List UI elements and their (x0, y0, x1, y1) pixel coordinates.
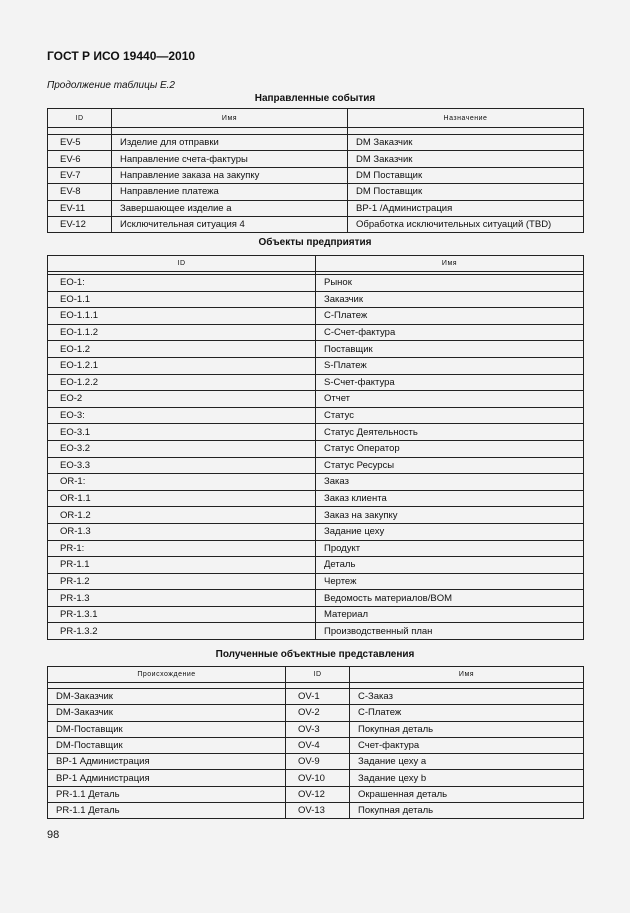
table-row (48, 573, 584, 590)
column-header: Имя (350, 667, 584, 683)
table-cell: EO-1.2.1 (48, 357, 316, 374)
table-row (48, 803, 584, 819)
table-cell: Поставщик (316, 341, 584, 358)
table-row (48, 135, 584, 151)
table-cell: Обработка исключительных ситуаций (TBD) (348, 216, 584, 232)
table-cell: PR-1.3.2 (48, 623, 316, 640)
table-cell: Продукт (316, 540, 584, 557)
table-cell: EO-1: (48, 275, 316, 292)
table-cell: PR-1.1 Деталь (48, 803, 286, 819)
object-views-table (47, 666, 584, 819)
table-row (48, 557, 584, 574)
table-cell: Исключительная ситуация 4 (112, 216, 348, 232)
table-cell: Задание цеху a (350, 754, 584, 770)
table-cell: Деталь (316, 557, 584, 574)
table-row (48, 357, 584, 374)
table-cell: DM Поставщик (348, 184, 584, 200)
table-row (48, 474, 584, 491)
table-cell: DM-Поставщик (48, 721, 286, 737)
table-row (48, 324, 584, 341)
table-cell: EO-3: (48, 407, 316, 424)
table-cell: Направление платежа (112, 184, 348, 200)
table-cell: DM Заказчик (348, 135, 584, 151)
table-cell: Статус Деятельность (316, 424, 584, 441)
table-cell: OV-4 (286, 737, 350, 753)
table-cell: Чертеж (316, 573, 584, 590)
table-cell: PR-1: (48, 540, 316, 557)
table-cell: EO-2 (48, 391, 316, 408)
table-cell: Отчет (316, 391, 584, 408)
table-row (48, 590, 584, 607)
table-cell: С-Счет-фактура (316, 324, 584, 341)
table-continuation-label: Продолжение таблицы Е.2 (47, 80, 175, 91)
table-header-row (48, 109, 584, 128)
table-cell: PR-1.3 (48, 590, 316, 607)
table-row (48, 374, 584, 391)
table-cell: OV-9 (286, 754, 350, 770)
table-cell: EO-3.3 (48, 457, 316, 474)
document-header: ГОСТ Р ИСО 19440—2010 (47, 49, 196, 63)
table-cell: Заказ на закупку (316, 507, 584, 524)
table-row (48, 721, 584, 737)
table-row (48, 770, 584, 786)
directed-events-title: Направленные события (254, 93, 376, 104)
table-row (48, 523, 584, 540)
table-cell: Заказ (316, 474, 584, 491)
column-header: ID (48, 109, 112, 128)
table-cell: OR-1.1 (48, 490, 316, 507)
table-cell: Задание цеху b (350, 770, 584, 786)
table-row (48, 490, 584, 507)
table-cell: PR-1.1 Деталь (48, 786, 286, 802)
table-cell: Направление заказа на закупку (112, 167, 348, 183)
table-cell: OV-13 (286, 803, 350, 819)
table-row (48, 184, 584, 200)
table-cell: Изделие для отправки (112, 135, 348, 151)
table-cell: Ведомость материалов/BOM (316, 590, 584, 607)
table-cell: BP-1 Администрация (48, 770, 286, 786)
table-row (48, 391, 584, 408)
table-cell: EO-1.1 (48, 291, 316, 308)
table-header-row (48, 256, 584, 272)
table-cell: Счет-фактура (350, 737, 584, 753)
table-row (48, 167, 584, 183)
table-cell: Окрашенная деталь (350, 786, 584, 802)
table-cell: PR-1.2 (48, 573, 316, 590)
table-cell: PR-1.3.1 (48, 606, 316, 623)
table-row (48, 275, 584, 292)
table-row (48, 689, 584, 705)
table-cell: BP-1 Администрация (48, 754, 286, 770)
table-cell: OV-1 (286, 689, 350, 705)
table-row (48, 216, 584, 232)
table-cell: Заказ клиента (316, 490, 584, 507)
table-cell: OR-1: (48, 474, 316, 491)
table-cell: Статус Ресурсы (316, 457, 584, 474)
table-row (48, 151, 584, 167)
table-row (48, 424, 584, 441)
table-cell: DM-Поставщик (48, 737, 286, 753)
table-row (48, 457, 584, 474)
table-cell: DM Поставщик (348, 167, 584, 183)
table-row (48, 540, 584, 557)
table-row (48, 623, 584, 640)
table-row (48, 440, 584, 457)
table-row (48, 200, 584, 216)
table-cell: Направление счета-фактуры (112, 151, 348, 167)
table-cell: PR-1.1 (48, 557, 316, 574)
column-header: Назначение (348, 109, 584, 128)
table-cell: OV-2 (286, 705, 350, 721)
table-cell: EV-8 (48, 184, 112, 200)
table-cell: EV-12 (48, 216, 112, 232)
table-cell: EO-1.2 (48, 341, 316, 358)
table-cell: С-Заказ (350, 689, 584, 705)
column-header: Происхождение (48, 667, 286, 683)
table-cell: OV-12 (286, 786, 350, 802)
table-cell: EO-1.1.1 (48, 308, 316, 325)
enterprise-objects-title: Объекты предприятия (258, 237, 372, 248)
table-cell: С-Платеж (350, 705, 584, 721)
table-row (48, 341, 584, 358)
table-cell: OV-3 (286, 721, 350, 737)
table-cell: Завершающее изделие a (112, 200, 348, 216)
table-cell: С-Платеж (316, 308, 584, 325)
table-cell: DM-Заказчик (48, 689, 286, 705)
table-cell: BP-1 /Администрация (348, 200, 584, 216)
table-cell: Покупная деталь (350, 803, 584, 819)
table-row (48, 705, 584, 721)
table-cell: EV-5 (48, 135, 112, 151)
table-cell: Статус (316, 407, 584, 424)
table-cell: EV-7 (48, 167, 112, 183)
table-cell: EV-6 (48, 151, 112, 167)
table-row (48, 606, 584, 623)
table-cell: Материал (316, 606, 584, 623)
table-row (48, 754, 584, 770)
directed-events-table (47, 108, 584, 233)
table-cell: Заказчик (316, 291, 584, 308)
table-row (48, 407, 584, 424)
table-cell: OR-1.2 (48, 507, 316, 524)
object-views-title: Полученные объектные представления (215, 649, 415, 660)
table-row (48, 737, 584, 753)
table-cell: EV-11 (48, 200, 112, 216)
table-cell: Задание цеху (316, 523, 584, 540)
column-header: ID (286, 667, 350, 683)
column-header: Имя (112, 109, 348, 128)
table-cell: OR-1.3 (48, 523, 316, 540)
table-cell: DM-Заказчик (48, 705, 286, 721)
table-header-row (48, 667, 584, 683)
table-cell: EO-3.1 (48, 424, 316, 441)
table-cell: OV-10 (286, 770, 350, 786)
table-cell: EO-1.1.2 (48, 324, 316, 341)
column-header: Имя (316, 256, 584, 272)
table-row (48, 507, 584, 524)
page-number: 98 (47, 829, 60, 841)
table-cell: Покупная деталь (350, 721, 584, 737)
table-row (48, 291, 584, 308)
table-cell: EO-1.2.2 (48, 374, 316, 391)
table-row (48, 786, 584, 802)
table-cell: Статус Оператор (316, 440, 584, 457)
table-cell: DM Заказчик (348, 151, 584, 167)
table-cell: S-Счет-фактура (316, 374, 584, 391)
table-row (48, 308, 584, 325)
column-header: ID (48, 256, 316, 272)
table-cell: Рынок (316, 275, 584, 292)
table-cell: S-Платеж (316, 357, 584, 374)
table-cell: EO-3.2 (48, 440, 316, 457)
enterprise-objects-table (47, 255, 584, 640)
table-cell: Производственный план (316, 623, 584, 640)
